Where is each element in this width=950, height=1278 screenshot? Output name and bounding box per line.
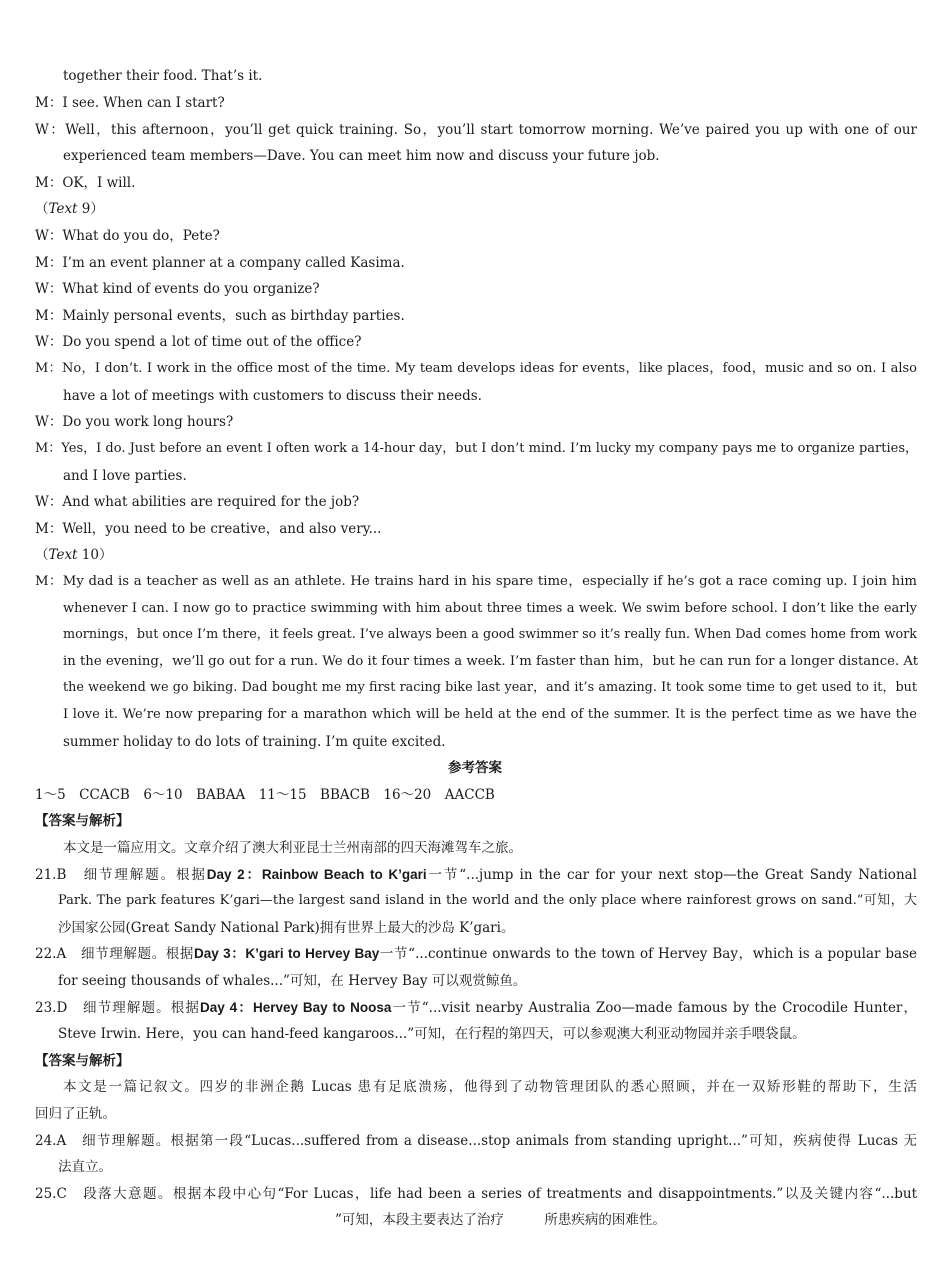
transcript-line: M：My dad is a teacher as well as an athlete. He trains hard in his spare time，especially if he’s got a race coming up. I join him — [35, 574, 917, 589]
analysis-intro: 本文是一篇应用文。文章介绍了澳大利亚昆士兰州南部的四天海滩驾车之旅。 — [63, 840, 522, 856]
transcript-line: have a lot of meetings with customers to discuss their needs. — [63, 388, 482, 404]
analysis-line: Park. The park features K’gari—the largest sand island in the world and the only place where rainforest grows on sand.”可知，大 — [58, 893, 917, 908]
analysis-q22: 22.A 细节理解题。根据Day 3：K’gari to Hervey Bay一节“...continue onwards to the town of Hervey Bay，which is a popular base — [35, 946, 918, 962]
answer-key-title: 参考答案 — [448, 760, 502, 776]
transcript-line: in the evening，we’ll go out for a run. We do it four times a week. I’m faster than him，but he can run for a longer distance. At — [63, 654, 919, 669]
transcript-line: M：Yes，I do. Just before an event I often work a 14-hour day，but I don’t mind. I’m lucky my company pays me to organize parties， — [35, 441, 918, 456]
text-9-label: （Text 9） — [35, 201, 104, 217]
analysis-line: for seeing thousands of whales...”可知，在 Hervey Bay 可以观赏鲸鱼。 — [58, 973, 527, 989]
transcript-line: W：What do you do，Pete? — [35, 228, 220, 244]
transcript-line: M：Well，you need to be creative，and also very... — [35, 521, 382, 537]
transcript-line: W：And what abilities are required for the job? — [35, 494, 360, 510]
analysis-intro: 本文是一篇记叙文。四岁的非洲企鹅 Lucas 患有足底溃疡，他得到了动物管理团队的悉心照顾，并在一双矫形鞋的帮助下，生活 — [63, 1079, 917, 1095]
analysis-q24: 24.A 细节理解题。根据第一段“Lucas...suffered from a disease...stop animals from standing upright...”可知，疾病使得 Lucas 无 — [35, 1133, 917, 1149]
transcript-line: experienced team members—Dave. You can meet him now and discuss your future job. — [63, 148, 660, 164]
transcript-line: summer holiday to do lots of training. I’m quite excited. — [63, 734, 446, 750]
analysis-line: Steve Irwin. Here，you can hand-feed kangaroos...”可知，在行程的第四天，可以参观澳大利亚动物园并亲手喂袋鼠。 — [58, 1026, 806, 1042]
analysis-q21: 21.B 细节理解题。根据Day 2：Rainbow Beach to K’gari一节“...jump in the car for your next stop—the Great Sandy National — [35, 867, 917, 883]
transcript-line: I love it. We’re now preparing for a marathon which will be held at the end of the summer. It is the perfect time as we have the — [63, 707, 917, 722]
transcript-line: M：I’m an event planner at a company called Kasima. — [35, 255, 405, 271]
transcript-line: M：No，I don’t. I work in the office most of the time. My team develops ideas for events，like places，food，music and so on. I also — [35, 361, 917, 376]
transcript-line: M：OK，I will. — [35, 175, 136, 191]
transcript-line: W：Do you work long hours? — [35, 414, 234, 430]
analysis-line: 沙国家公园(Great Sandy National Park)拥有世界上最大的沙岛 K’gari。 — [58, 920, 515, 936]
transcript-line: M：I see. When can I start? — [35, 95, 225, 111]
analysis-q23: 23.D 细节理解题。根据Day 4：Hervey Bay to Noosa一节“...visit nearby Australia Zoo—made famous by the Crocodile Hunter， — [35, 1000, 918, 1016]
transcript-line: and I love parties. — [63, 468, 187, 484]
transcript-line: mornings，but once I’m there，it feels great. I’ve always been a good swimmer so it’s really fun. When Dad comes home from work — [63, 627, 917, 642]
text-10-label: （Text 10） — [35, 547, 113, 563]
analysis-q25: 25.C 段落大意题。根据本段中心句“For Lucas，life had been a series of treatments and disappointments.”以及关键内容“...but — [35, 1186, 917, 1202]
transcript-line: M：Mainly personal events，such as birthday parties. — [35, 308, 405, 324]
transcript-line: together their food. That’s it. — [63, 68, 263, 84]
transcript-line: W：What kind of events do you organize? — [35, 281, 320, 297]
transcript-line: whenever I can. I now go to practice swimming with him about three times a week. We swim before school. I don’t like the early — [63, 601, 917, 616]
analysis-header: 【答案与解析】 — [35, 1053, 130, 1069]
transcript-line: W：Do you spend a lot of time out of the office? — [35, 334, 362, 350]
analysis-line: ”可知，本段主要表达了治疗 所患疾病的困难性。 — [335, 1212, 666, 1228]
answer-key-line: 1～5 CCACB 6～10 BABAA 11～15 BBACB 16～20 AACCB — [35, 787, 495, 803]
analysis-header: 【答案与解析】 — [35, 813, 130, 829]
transcript-line: the weekend we go biking. Dad bought me my first racing bike last year，and it’s amazing. It took some time to get used to it，but — [63, 680, 917, 695]
analysis-line: 回归了正轨。 — [35, 1106, 116, 1122]
transcript-line: W：Well，this afternoon，you’ll get quick training. So，you’ll start tomorrow morning. We’ve paired you up with one of our — [35, 122, 917, 138]
analysis-line: 法直立。 — [58, 1159, 112, 1175]
